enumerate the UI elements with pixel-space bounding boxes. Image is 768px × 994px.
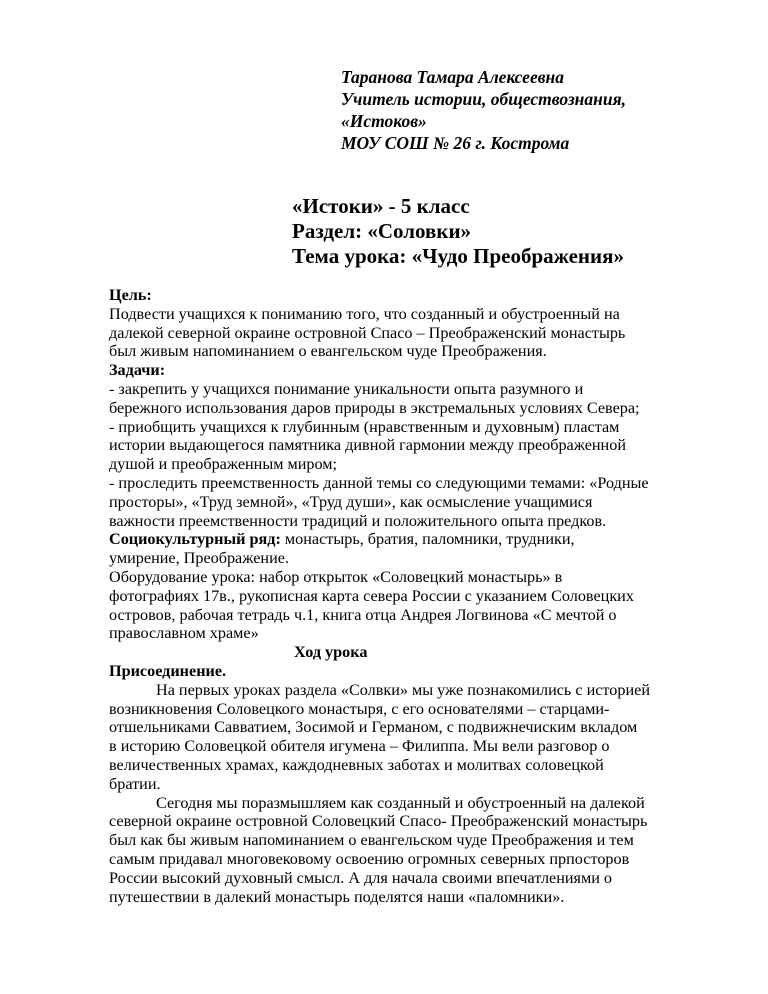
progress-heading: Ход урока xyxy=(294,643,368,662)
task-line: - закрепить у учащихся понимание уникальности опыта разумного и xyxy=(109,379,584,398)
paragraph-line: в историю Соловецкой обителя игумена – Филиппа. Мы вели разговор о xyxy=(109,737,610,756)
task-line: - проследить преемственность данной темы со следующими темами: «Родные xyxy=(109,473,649,492)
author-school: МОУ СОШ № 26 г. Кострома xyxy=(341,133,570,153)
paragraph-line: северной окраине островной Соловецкий Спасо- Преображенский монастырь xyxy=(109,812,648,831)
author-subject: «Истоков» xyxy=(341,111,427,131)
goal-line: далекой северной окраине островной Спасо – Преображенский монастырь xyxy=(109,323,626,342)
paragraph-line: величественных храмах, каждодневных заботах и молитвах соловецкой xyxy=(109,755,604,774)
lesson-course: «Истоки» - 5 класс xyxy=(292,194,470,218)
task-line: истории выдающегося памятника дивной гармонии между преображенной xyxy=(109,436,626,455)
paragraph-line: России высокий духовный смысл. А для начала своими впечатлениями о xyxy=(109,868,613,887)
tasks-heading: Задачи: xyxy=(109,361,166,380)
paragraph-line: Сегодня мы поразмышляем как созданный и обустроенный на далекой xyxy=(156,793,645,812)
paragraph-line: отшельниками Савватием, Зосимой и Германом, с подвижнечиским вкладом xyxy=(109,718,638,737)
task-line: важности преемственности традиций и положительного опыта предков. xyxy=(109,511,607,530)
sociocultural-items: монастырь, братия, паломники, трудники, xyxy=(280,530,575,549)
task-line: просторы», «Труд земной», «Труд души», как осмысление учащимися xyxy=(109,492,593,511)
author-block xyxy=(341,66,626,154)
document-body xyxy=(109,286,719,906)
equipment-line: православном храме» xyxy=(109,624,259,643)
goal-heading: Цель: xyxy=(109,286,152,304)
goal-line: был живым напоминанием о евангельском чуде Преображения. xyxy=(109,342,547,361)
author-name: Таранова Тамара Алексеевна xyxy=(341,67,564,87)
equipment-line: Оборудование урока: набор открыток «Соловецкий монастырь» в xyxy=(109,567,563,586)
paragraph-line: самым придавал многовековому освоению огромных северных прпосторов xyxy=(109,849,630,868)
lesson-title-block xyxy=(292,194,624,269)
task-line: - приобщить учащихся к глубинным (нравственным и духовным) пластам xyxy=(109,417,620,436)
paragraph-line: путешествии в далекий монастырь поделятся наши «паломники». xyxy=(109,887,565,906)
lesson-section: Раздел: «Соловки» xyxy=(292,219,472,243)
task-line: душой и преображенным миром; xyxy=(109,455,338,474)
author-position: Учитель истории, обществознания, xyxy=(341,89,626,109)
equipment-line: фотографиях 17в., рукописная карта севера России с указанием Соловецких xyxy=(109,586,634,605)
paragraph-line: братии. xyxy=(109,774,161,793)
lesson-topic: Тема урока: «Чудо Преображения» xyxy=(292,244,624,268)
task-line: бережного использования даров природы в экстремальных условиях Севера; xyxy=(109,398,640,417)
sociocultural-line xyxy=(109,530,719,549)
paragraph-line: был как бы живым напоминанием о евангельском чуде Преображения и тем xyxy=(109,831,634,850)
sociocultural-line: умирение, Преображение. xyxy=(109,549,289,568)
equipment-line: островов, рабочая тетрадь ч.1, книга отца Андрея Логвинова «С мечтой о xyxy=(109,605,617,624)
goal-line: Подвести учащихся к пониманию того, что созданный и обустроенный на xyxy=(109,304,620,323)
joining-heading: Присоединение. xyxy=(109,661,227,680)
paragraph-line: На первых уроках раздела «Солвки» мы уже познакомились с историей xyxy=(156,680,650,699)
paragraph-line: возникновения Соловецкого монастыря, с его основателями – старцами- xyxy=(109,699,610,718)
sociocultural-label: Социокультурный ряд: xyxy=(109,530,281,549)
